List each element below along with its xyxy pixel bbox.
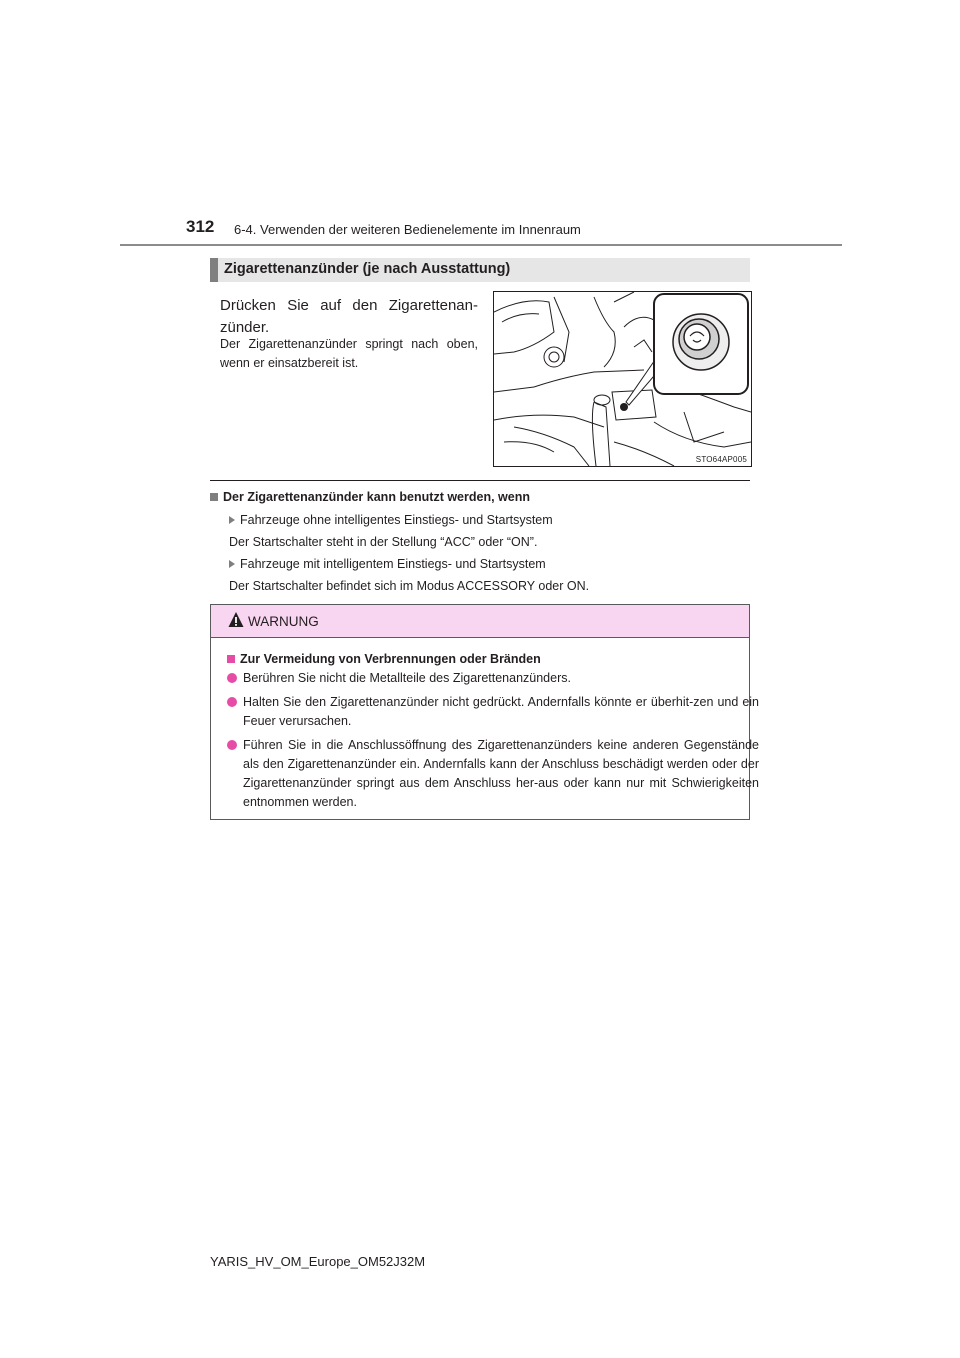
pink-dot-icon xyxy=(227,673,237,683)
warning-box xyxy=(210,604,759,820)
instruction-text: Drücken Sie auf den Zigarettenan-zünder. xyxy=(220,297,478,336)
header-divider xyxy=(120,244,842,246)
condition-label-text: Fahrzeuge ohne intelligentes Einstiegs- und Startsystem xyxy=(240,513,553,527)
section-divider xyxy=(210,480,750,481)
section-heading-bar xyxy=(210,258,218,282)
pink-dot-icon xyxy=(227,697,237,707)
condition-text-2: Der Startschalter befindet sich im Modus ACCESSORY oder ON. xyxy=(229,579,590,593)
warning-triangle-icon xyxy=(228,611,244,628)
instruction-note: Der Zigarettenanzünder springt nach oben, wenn er einsatzbereit ist. xyxy=(220,337,478,370)
section-heading xyxy=(210,258,750,282)
condition-label-2 xyxy=(229,557,546,571)
square-bullet-icon xyxy=(227,655,235,663)
pink-dot-icon xyxy=(227,740,237,750)
conditions-heading xyxy=(210,490,530,504)
arrow-bullet-icon xyxy=(229,560,235,568)
condition-text-1: Der Startschalter steht in der Stellung “ACC” oder “ON”. xyxy=(229,535,538,549)
warning-title-text: Zur Vermeidung von Verbrennungen oder Bränden xyxy=(240,652,541,666)
warning-bullet-text: Halten Sie den Zigarettenanzünder nicht gedrückt. Andernfalls könnte er überhit-zen und ein Feuer verursachen. xyxy=(243,695,759,728)
conditions-heading-text: Der Zigarettenanzünder kann benutzt werden, wenn xyxy=(223,490,530,504)
condition-label-1 xyxy=(229,513,553,527)
dashboard-drawing xyxy=(494,292,751,466)
warning-title xyxy=(227,652,541,666)
arrow-bullet-icon xyxy=(229,516,235,524)
warning-bullet-2 xyxy=(227,693,759,733)
document-id: YARIS_HV_OM_Europe_OM52J32M xyxy=(210,1254,426,1269)
warning-bullet-1 xyxy=(227,669,743,689)
section-heading-text: Zigarettenanzünder (je nach Ausstattung) xyxy=(224,261,511,277)
warning-label: WARNUNG xyxy=(248,614,319,629)
page-number: 312 xyxy=(186,217,215,236)
square-bullet-icon xyxy=(210,493,218,501)
cigarette-lighter-illustration xyxy=(493,291,752,467)
condition-label-text: Fahrzeuge mit intelligentem Einstiegs- und Startsystem xyxy=(240,557,546,571)
chapter-title: 6-4. Verwenden der weiteren Bedienelemente im Innenraum xyxy=(234,222,581,237)
warning-bullet-text: Führen Sie in die Anschlussöffnung des Zigarettenanzünders keine anderen Gegenstände als den Zigarettenanzünder ein. Andernfalls kann der Anschluss beschädigt werden oder der Zigarettenanzünder springt aus dem Anschluss her-aus oder kann nur mit Schwierigkeiten entnommen werden. xyxy=(243,738,759,809)
figure-code: STO64AP005 xyxy=(695,455,747,464)
warning-bullet-text: Berühren Sie nicht die Metallteile des Zigarettenanzünders. xyxy=(243,671,571,685)
warning-bullet-3 xyxy=(227,736,759,814)
warning-header xyxy=(211,605,749,638)
